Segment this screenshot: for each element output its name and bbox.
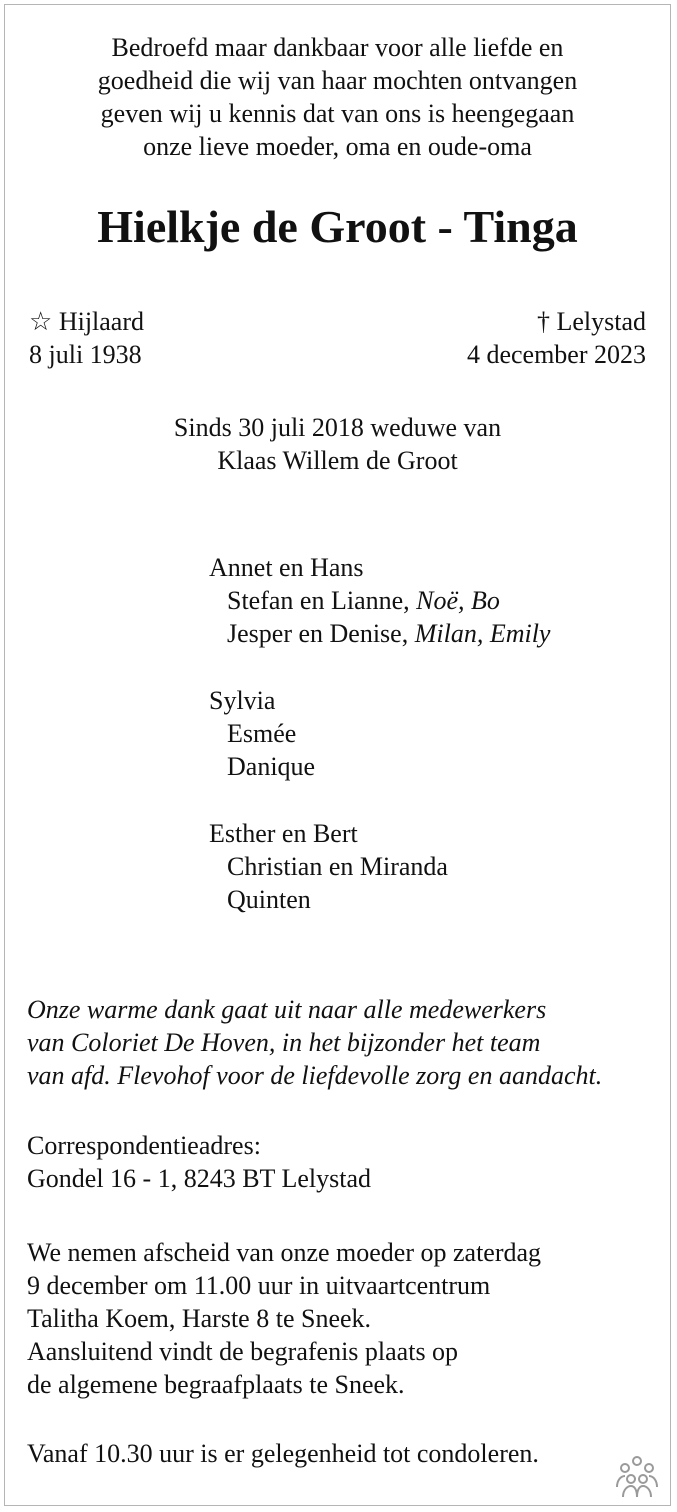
- deceased-name: Hielkje de Groot - Tinga: [97, 201, 578, 252]
- death-notice-card: [4, 4, 671, 1506]
- child-names: Quinten: [227, 885, 311, 914]
- farewell-text: [27, 1236, 541, 1401]
- farewell-line: Aansluitend vindt de begrafenis plaats op: [27, 1337, 459, 1366]
- family-child: [209, 850, 550, 883]
- intro-line: geven wij u kennis dat van ons is heengegaan: [100, 99, 575, 128]
- thanks-line: van Coloriet De Hoven, in het bijzonder het team: [27, 1028, 541, 1057]
- widow-text: [5, 411, 670, 477]
- birth-place: Hijlaard: [58, 307, 144, 336]
- child-names: Jesper en Denise,: [227, 619, 409, 648]
- correspondence-label: Correspondentieadres:: [27, 1131, 261, 1160]
- birth-info: [29, 305, 144, 371]
- grandchildren-names: Milan, Emily: [414, 619, 551, 648]
- family-head: Esther en Bert: [209, 819, 358, 848]
- family-child: [209, 617, 550, 650]
- farewell-line: 9 december om 11.00 uur in uitvaartcentrum: [27, 1271, 491, 1300]
- family-group: [209, 817, 550, 916]
- cross-icon: †: [536, 307, 550, 336]
- people-group-icon: [614, 1453, 660, 1499]
- star-icon: ☆: [29, 307, 53, 336]
- child-names: Stefan en Lianne,: [227, 586, 410, 615]
- grandchildren-names: Noë, Bo: [416, 586, 500, 615]
- intro-line: onze lieve moeder, oma en oude-oma: [143, 132, 532, 161]
- condolence-text: Vanaf 10.30 uur is er gelegenheid tot condoleren.: [27, 1439, 539, 1468]
- death-info: [467, 305, 646, 371]
- intro-line: goedheid die wij van haar mochten ontvangen: [97, 66, 578, 95]
- farewell-line: Talitha Koem, Harste 8 te Sneek.: [27, 1304, 372, 1333]
- farewell-line: de algemene begraafplaats te Sneek.: [27, 1370, 405, 1399]
- widow-line: Sinds 30 juli 2018 weduwe van: [173, 413, 502, 442]
- family-head: Sylvia: [209, 686, 276, 715]
- widow-line: Klaas Willem de Groot: [217, 446, 458, 475]
- thanks-text: [27, 993, 602, 1092]
- family-child: [209, 717, 550, 750]
- family-list: [209, 551, 550, 950]
- correspondence-value: Gondel 16 - 1, 8243 BT Lelystad: [27, 1164, 371, 1193]
- family-child: [209, 750, 550, 783]
- child-names: Esmée: [227, 719, 297, 748]
- family-head: Annet en Hans: [209, 553, 364, 582]
- family-group: [209, 684, 550, 783]
- thanks-line: van afd. Flevohof voor de liefdevolle zorg en aandacht.: [27, 1061, 603, 1090]
- intro-text: [5, 31, 670, 163]
- thanks-line: Onze warme dank gaat uit naar alle medewerkers: [27, 995, 547, 1024]
- family-child: [209, 883, 550, 916]
- intro-line: Bedroefd maar dankbaar voor alle liefde en: [111, 33, 564, 62]
- farewell-line: We nemen afscheid van onze moeder op zaterdag: [27, 1238, 542, 1267]
- family-group: [209, 551, 550, 650]
- correspondence-address: [27, 1129, 371, 1195]
- family-child: [209, 584, 550, 617]
- child-names: Christian en Miranda: [227, 852, 448, 881]
- death-date: 4 december 2023: [466, 340, 646, 369]
- birth-date: 8 juli 1938: [29, 340, 142, 369]
- child-names: Danique: [227, 752, 316, 781]
- death-place: Lelystad: [556, 307, 646, 336]
